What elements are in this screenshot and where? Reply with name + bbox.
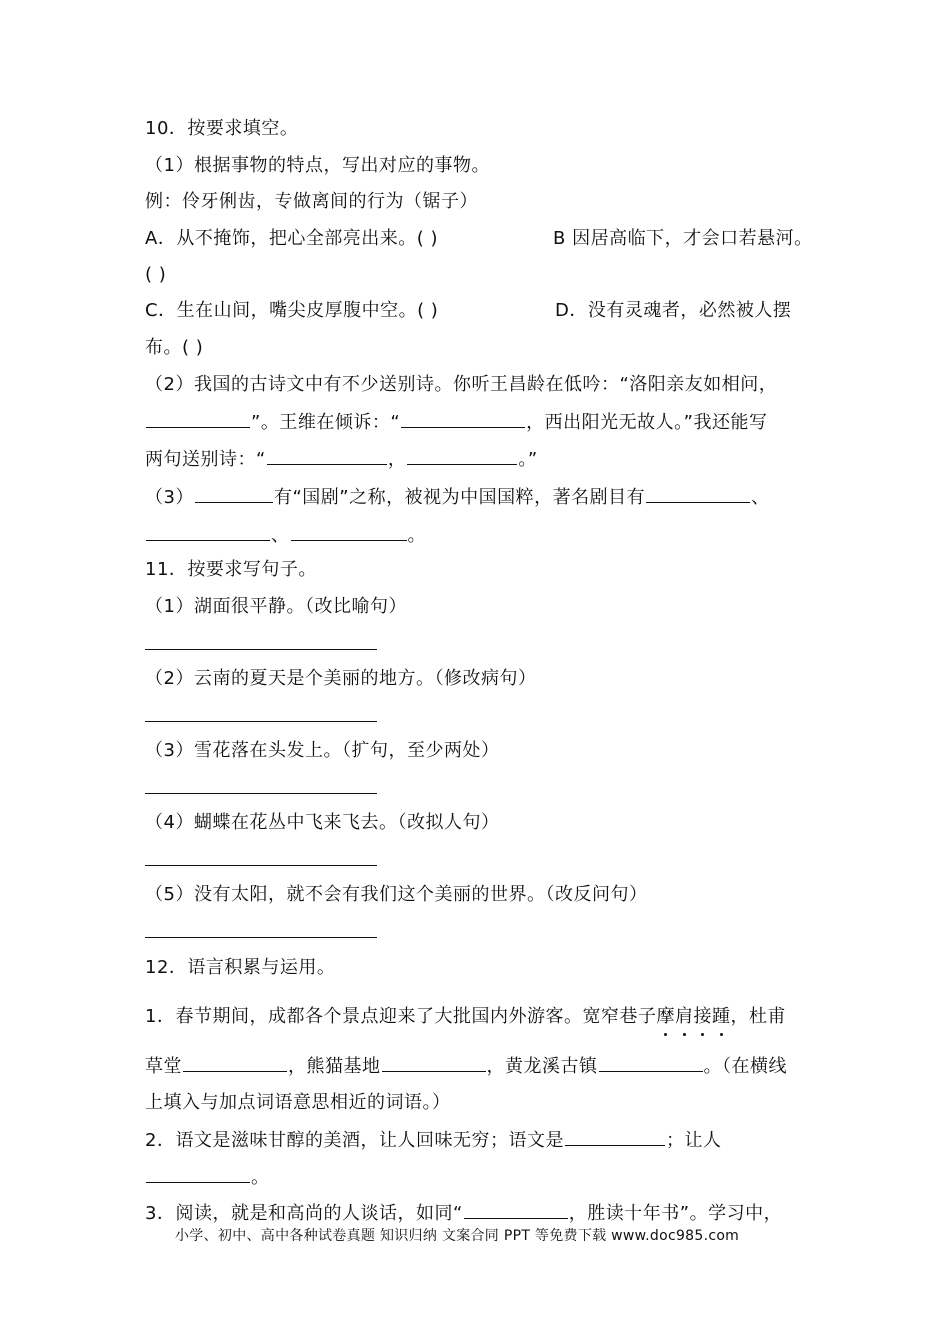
text-fragment: ，熊猫基地 bbox=[288, 1056, 381, 1077]
q10-option-a: A．从不掩饰，把心全部亮出来。( ) bbox=[145, 228, 439, 249]
q12-item1-line1 bbox=[145, 1004, 786, 1030]
text-fragment: （3） bbox=[145, 487, 194, 508]
text-fragment: 、 bbox=[271, 525, 290, 546]
answer-blank[interactable] bbox=[291, 522, 407, 541]
q12-item3-line1 bbox=[145, 1200, 782, 1227]
q11-sentence-4: （4）蝴蝶在花丛中飞来飞去。（改拟人句） bbox=[145, 812, 500, 833]
answer-blank[interactable] bbox=[146, 522, 270, 541]
q10-part3-line1 bbox=[145, 484, 770, 511]
answer-blank[interactable] bbox=[464, 1200, 568, 1219]
text-fragment: ，杜甫 bbox=[730, 1006, 786, 1027]
q11-sentence-5: （5）没有太阳，就不会有我们这个美丽的世界。（改反问句） bbox=[145, 884, 648, 905]
text-fragment: 。（在横线 bbox=[703, 1056, 787, 1077]
text-fragment: ，黄龙溪古镇 bbox=[486, 1056, 598, 1077]
emphasized-word-text: 摩肩接踵 bbox=[656, 1006, 731, 1027]
emphasized-word bbox=[656, 1004, 730, 1030]
q10-example: 例：伶牙俐齿，专做离间的行为（锯子） bbox=[145, 191, 478, 212]
text-fragment: ，胜读十年书”。学习中， bbox=[568, 1203, 783, 1224]
text-fragment: 、 bbox=[751, 487, 770, 508]
q10-title: 10．按要求填空。 bbox=[145, 118, 299, 139]
q10-option-b-paren: ( ) bbox=[145, 264, 167, 285]
answer-line[interactable] bbox=[145, 865, 377, 866]
answer-blank[interactable] bbox=[146, 1164, 250, 1183]
text-fragment: 有“国剧”之称，被视为中国国粹，著名剧目有 bbox=[273, 487, 646, 508]
q10-option-d-cont: 布。( ) bbox=[145, 337, 204, 358]
q10-part3-line2 bbox=[145, 522, 426, 549]
emphasis-dots bbox=[656, 1033, 730, 1039]
answer-blank[interactable] bbox=[401, 409, 525, 428]
answer-blank[interactable] bbox=[267, 446, 387, 465]
text-fragment: 草堂 bbox=[145, 1056, 182, 1077]
q10-part1: （1）根据事物的特点，写出对应的事物。 bbox=[145, 155, 490, 176]
q11-sentence-1: （1）湖面很平静。（改比喻句） bbox=[145, 596, 407, 617]
q12-item2-line1 bbox=[145, 1127, 721, 1154]
q10-option-d: D．没有灵魂者，必然被人摆 bbox=[555, 300, 792, 321]
text-fragment: 2．语文是滋味甘醇的美酒，让人回味无穷；语文是 bbox=[145, 1130, 564, 1151]
answer-line[interactable] bbox=[145, 649, 377, 650]
q12-title: 12．语言积累与运用。 bbox=[145, 957, 336, 978]
text-fragment: 两句送别诗：“ bbox=[145, 449, 266, 470]
q12-item2-line2 bbox=[145, 1164, 270, 1191]
answer-blank[interactable] bbox=[183, 1053, 287, 1072]
q10-part2-line3 bbox=[145, 446, 538, 473]
answer-blank[interactable] bbox=[407, 446, 517, 465]
text-fragment: ， bbox=[387, 449, 407, 470]
text-fragment: 3．阅读，就是和高尚的人谈话，如同“ bbox=[145, 1203, 463, 1224]
answer-blank[interactable] bbox=[646, 484, 750, 503]
answer-blank[interactable] bbox=[195, 484, 273, 503]
q11-sentence-3: （3）雪花落在头发上。（扩句，至少两处） bbox=[145, 740, 500, 761]
q10-option-b: B 因居高临下，才会口若悬河。 bbox=[553, 228, 813, 249]
answer-blank[interactable] bbox=[382, 1053, 486, 1072]
q12-item1-line3: 上填入与加点词语意思相近的词语。） bbox=[145, 1092, 451, 1113]
q10-part2-line2 bbox=[145, 409, 767, 436]
q12-item1-line2 bbox=[145, 1053, 787, 1080]
text-fragment: ，西出阳光无故人。”我还能写 bbox=[526, 412, 768, 433]
answer-line[interactable] bbox=[145, 793, 377, 794]
text-fragment: ；让人 bbox=[665, 1130, 722, 1151]
text-fragment: 1．春节期间，成都各个景点迎来了大批国内外游客。宽窄巷子 bbox=[145, 1006, 657, 1027]
text-fragment: 。” bbox=[518, 449, 538, 470]
text-fragment: ”。王维在倾诉：“ bbox=[251, 412, 401, 433]
text-fragment: 。 bbox=[407, 525, 426, 546]
answer-line[interactable] bbox=[145, 721, 377, 722]
answer-line[interactable] bbox=[145, 937, 377, 938]
answer-blank[interactable] bbox=[599, 1053, 703, 1072]
answer-blank[interactable] bbox=[146, 409, 250, 428]
q11-sentence-2: （2）云南的夏天是个美丽的地方。（修改病句） bbox=[145, 668, 537, 689]
q10-part2-line1: （2）我国的古诗文中有不少送别诗。你听王昌龄在低吟：“洛阳亲友如相问， bbox=[145, 374, 778, 395]
answer-blank[interactable] bbox=[565, 1127, 665, 1146]
q10-option-c: C．生在山间，嘴尖皮厚腹中空。( ) bbox=[145, 300, 439, 321]
q11-title: 11．按要求写句子。 bbox=[145, 559, 317, 580]
text-fragment: 。 bbox=[251, 1167, 270, 1188]
page-footer: 小学、初中、高中各种试卷真题 知识归纳 文案合同 PPT 等免费下载 www.doc985.com bbox=[175, 1228, 740, 1244]
